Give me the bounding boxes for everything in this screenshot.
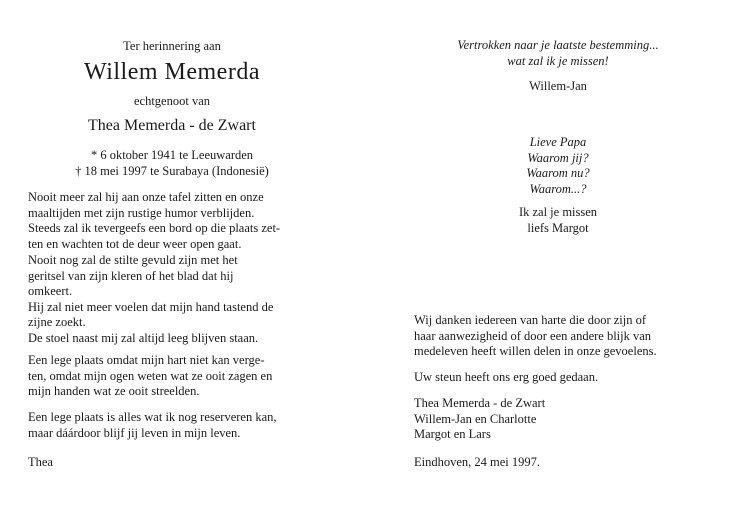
paragraph-line: ten, omdat mijn ogen weten wat ze ooit zagen en <box>28 368 273 383</box>
paragraph-line: Een lege plaats is alles wat ik nog reserveren kan, <box>28 410 277 424</box>
paragraph-1 <box>28 190 316 252</box>
left-page <box>28 0 316 506</box>
paragraph-line: haar aanwezigheid of door een andere blijk van <box>414 328 652 343</box>
papa-line: Waarom jij? <box>527 150 589 165</box>
paragraph-line: omkeert. <box>28 284 73 299</box>
memorial-header: Ter herinnering aan <box>123 39 221 53</box>
paragraph-line: Nooit meer zal hij aan onze tafel zitten en onze <box>28 190 264 204</box>
paragraph-3 <box>28 353 316 400</box>
miss-block <box>414 204 702 236</box>
quote-block <box>414 37 702 69</box>
family-line: Willem-Jan en Charlotte <box>414 411 537 426</box>
paragraph-line: geritsel van zijn kleren of het blad dat hij <box>28 268 234 283</box>
paragraph-line: Nooit nog zal de stilte gevuld zijn met het <box>28 253 238 267</box>
paragraph-line: Een lege plaats omdat mijn hart niet kan verge- <box>28 353 265 367</box>
paragraph-2 <box>28 253 316 347</box>
support-line: Uw steun heeft ons erg goed gedaan. <box>414 370 599 384</box>
paragraph-line: ten en wachten tot de deur weer open gaat. <box>28 236 242 251</box>
paragraph-line: maaltijden met zijn rustige humor verblijden. <box>28 205 255 220</box>
quote-line: wat zal ik je missen! <box>507 54 609 68</box>
paragraph-line: maar dáárdoor blijf jij leven in mijn leven. <box>28 425 241 440</box>
paragraph-line: Steeds zal ik tevergeefs een bord op die plaats zet- <box>28 221 281 236</box>
death-line: † 18 mei 1997 te Surabaya (Indonesië) <box>75 164 269 178</box>
papa-line: Waarom...? <box>529 181 587 196</box>
family-line: Thea Memerda - de Zwart <box>414 396 546 410</box>
right-page <box>414 0 702 506</box>
paragraph-line: Hij zal niet meer voelen dat mijn hand tastend de <box>28 299 274 314</box>
papa-block <box>414 135 702 197</box>
miss-line: Ik zal je missen <box>518 205 598 219</box>
spouse-intro: echtgenoot van <box>133 94 210 108</box>
birth-line: * 6 oktober 1941 te Leeuwarden <box>90 148 254 162</box>
paragraph-line: zijne zoekt. <box>28 315 86 330</box>
family-line: Margot en Lars <box>414 427 491 441</box>
paragraph-line: medeleven heeft willen delen in onze gevoelens. <box>414 344 657 359</box>
quote-signature: Willem-Jan <box>529 79 587 93</box>
paragraph-line: mijn handen wat ze ooit streelden. <box>28 384 200 399</box>
place-date: Eindhoven, 24 mei 1997. <box>414 455 541 469</box>
miss-line: liefs Margot <box>527 221 589 235</box>
quote-line: Vertrokken naar je laatste bestemming... <box>457 38 659 52</box>
paragraph-line: Wij danken iedereen van harte die door zijn of <box>414 313 647 327</box>
signature: Thea <box>28 455 53 469</box>
paragraph-line: De stoel naast mij zal altijd leeg blijven staan. <box>28 330 259 345</box>
deceased-name: Willem Memerda <box>84 59 260 85</box>
papa-line: Waarom nu? <box>526 166 590 180</box>
family-block <box>414 396 702 443</box>
paragraph-4 <box>28 410 316 441</box>
thanks-paragraph <box>414 313 702 360</box>
spouse-name: Thea Memerda - de Zwart <box>88 117 256 134</box>
papa-line: Lieve Papa <box>529 135 587 149</box>
